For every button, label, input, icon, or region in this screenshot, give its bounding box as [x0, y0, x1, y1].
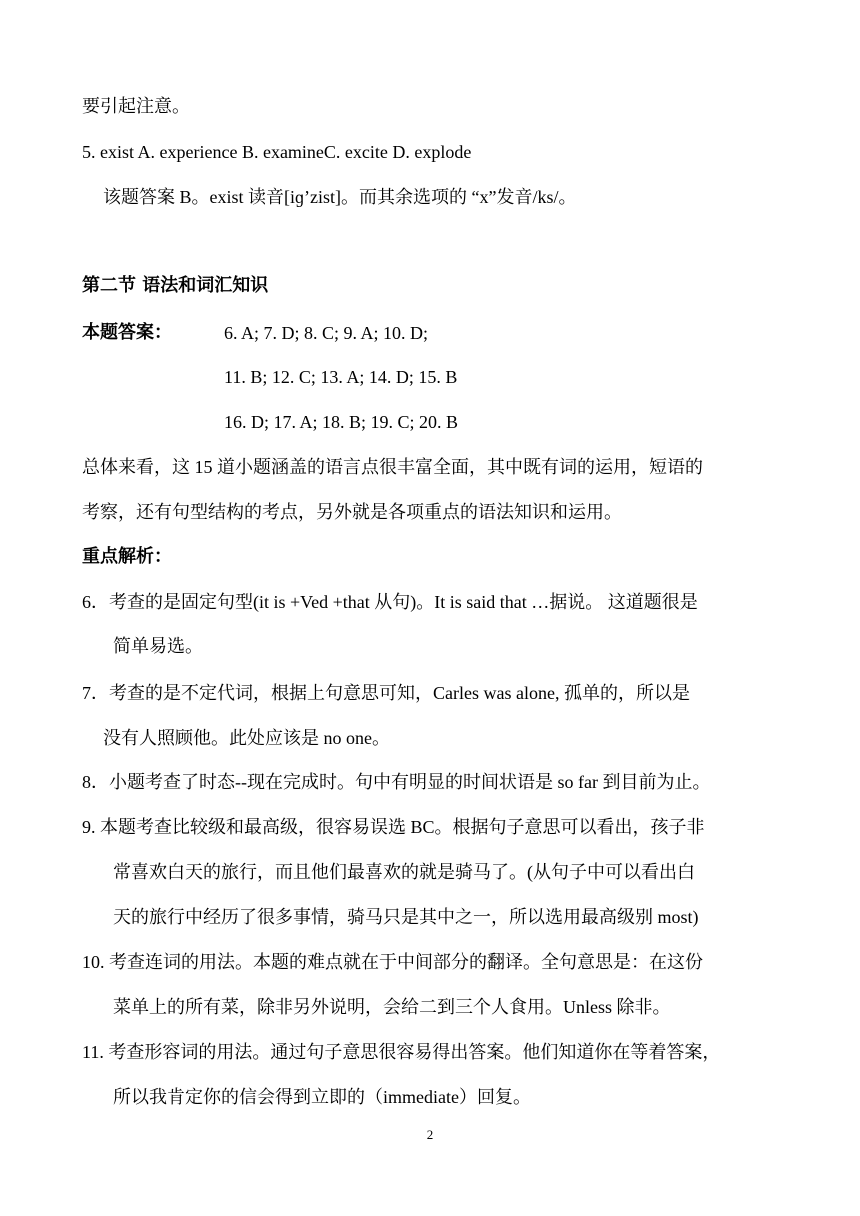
answer-explanation-5: 该题答案 B。exist 读音[iɡ’zist]。而其余选项的 “x”发音/ks/。 — [103, 187, 577, 207]
analysis-9-line-3: 天的旅行中经历了很多事情，骑马只是其中之一，所以选用最高级别 most) — [113, 907, 699, 927]
summary-line-1: 总体来看，这 15 道小题涵盖的语言点很丰富全面，其中既有词的运用，短语的 — [82, 457, 703, 477]
analysis-9-line-1: 9. 本题考查比较级和最高级，很容易误选 BC。根据句子意思可以看出，孩子非 — [82, 817, 705, 837]
analysis-10-line-2: 菜单上的所有菜，除非另外说明，会给二到三个人食用。Unless 除非。 — [113, 997, 671, 1017]
analysis-7-line-2: 没有人照顾他。此处应该是 no one。 — [103, 728, 390, 748]
question-5: 5. exist A. experience B. examineC. excite D. explode — [82, 142, 472, 162]
answer-key-label: 本题答案： — [82, 322, 172, 343]
analysis-11-line-2: 所以我肯定你的信会得到立即的（immediate）回复。 — [113, 1087, 531, 1107]
analysis-heading: 重点解析： — [82, 546, 172, 567]
analysis-6-line-2: 简单易选。 — [113, 636, 203, 656]
answer-key-row-1: 6. A; 7. D; 8. C; 9. A; 10. D; — [224, 323, 429, 343]
text-line: 要引起注意。 — [82, 96, 190, 116]
answer-key-row-3: 16. D; 17. A; 18. B; 19. C; 20. B — [224, 412, 459, 432]
analysis-6-line-1: 6．考查的是固定句型(it is +Ved +that 从句)。It is said that …据说。 这道题很是 — [82, 592, 698, 612]
answer-key-row-2: 11. B; 12. C; 13. A; 14. D; 15. B — [224, 367, 458, 387]
analysis-7-line-1: 7．考查的是不定代词，根据上句意思可知，Carles was alone, 孤单的，所以是 — [82, 683, 690, 703]
analysis-11-line-1: 11. 考查形容词的用法。通过句子意思很容易得出答案。他们知道你在等着答案， — [82, 1042, 721, 1062]
summary-line-2: 考察，还有句型结构的考点，另外就是各项重点的语法知识和运用。 — [82, 502, 622, 522]
analysis-9-line-2: 常喜欢白天的旅行，而且他们最喜欢的就是骑马了。(从句子中可以看出白 — [113, 862, 695, 882]
analysis-10-line-1: 10. 考查连词的用法。本题的难点就在于中间部分的翻译。全句意思是：在这份 — [82, 952, 703, 972]
section-heading: 第二节 语法和词汇知识 — [82, 275, 269, 296]
analysis-8: 8．小题考查了时态--现在完成时。句中有明显的时间状语是 so far 到目前为止。 — [82, 772, 711, 792]
page-number: 2 — [426, 1127, 434, 1142]
